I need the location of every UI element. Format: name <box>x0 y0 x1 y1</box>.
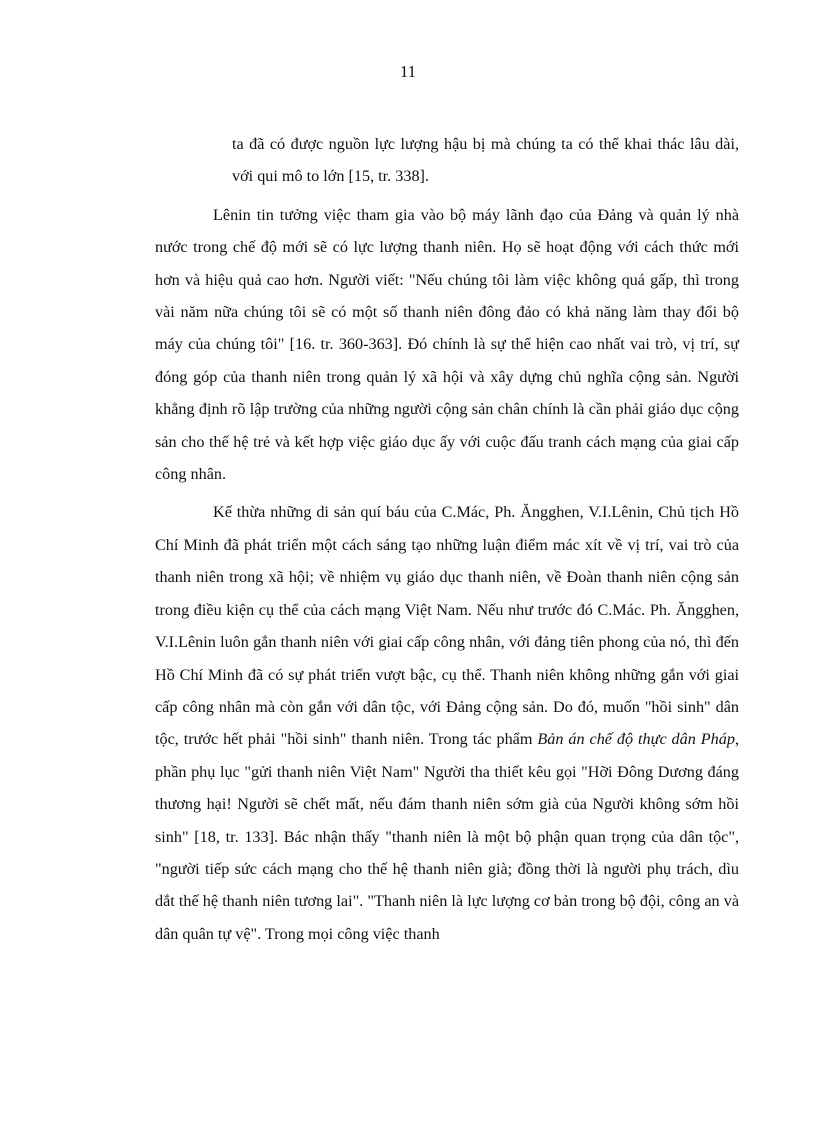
page-number: 11 <box>399 62 417 81</box>
paragraph-text-before-title: Kế thừa những di sản quí báu của C.Mác, Ph. Ăngghen, V.I.Lênin, Chủ tịch Hồ Chí Minh đã phát triển một cách sáng tạo những luận điểm mác xít về vị trí, vai trò của thanh niên trong xã hội; về nhiệm vụ giáo dục thanh niên, về Đoàn thanh niên cộng sản trong điều kiện cụ thể của cách mạng Việt Nam. Nếu như trước đó C.Mác. Ph. Ăngghen, V.I.Lênin luôn gắn thanh niên với giai cấp công nhân, với đảng tiên phong của nó, thì đến Hồ Chí Minh đã có sự phát triển vượt bậc, cụ thể. Thanh niên không những gắn với giai cấp công nhân mà còn gắn với dân tộc, với Đảng cộng sản. Do đó, muốn "hồi sinh" dân tộc, trước hết phải "hồi sinh" thanh niên. Trong tác phẩm <box>155 503 739 749</box>
paragraph-text-after-title: , phần phụ lục "gửi thanh niên Việt Nam" Người tha thiết kêu gọi "Hỡi Đông Dương đáng thương hại! Người sẽ chết mất, nếu đám thanh niên sớm già của Người không sớm hồi sinh" [18, tr. 133]. Bác nhận thấy "thanh niên là một bộ phận quan trọng của dân tộc", "người tiếp sức cách mạng cho thế hệ thanh niên già; đồng thời là người phụ trách, dìu dắt thế hệ thanh niên tương lai". "Thanh niên là lực lượng cơ bản trong bộ đội, công an và dân quân tự vệ". Trong mọi công việc thanh <box>155 730 739 943</box>
block-quote: ta đã có được nguồn lực lượng hậu bị mà chúng ta có thể khai thác lâu dài, với qui mô to lớn [15, tr. 338]. <box>232 135 739 186</box>
book-title: Bản án chế độ thực dân Pháp <box>537 730 735 749</box>
paragraph-lenin: Lênin tin tưởng việc tham gia vào bộ máy lãnh đạo của Đảng và quản lý nhà nước trong chế độ mới sẽ có lực lượng thanh niên. Họ sẽ hoạt động với cách thức mới hơn và hiệu quả cao hơn. Người viết: "Nếu chúng tôi làm việc không quá gấp, thì trong vài năm nữa chúng tôi sẽ có một số thanh niên đông đảo có khả năng làm thay đổi bộ máy của chúng tôi" [16. tr. 360-363]. Đó chính là sự thể hiện cao nhất vai trò, vị trí, sự đóng góp của thanh niên trong quản lý xã hội và xây dựng chủ nghĩa cộng sản. Người khẳng định rõ lập trường của những người cộng sản chân chính là cần phải giáo dục cộng sản cho thế hệ trẻ và kết hợp việc giáo dục ấy với cuộc đấu tranh cách mạng của giai cấp công nhân. <box>155 205 739 484</box>
paragraph-ho-chi-minh <box>155 496 739 950</box>
body-text <box>155 128 739 950</box>
